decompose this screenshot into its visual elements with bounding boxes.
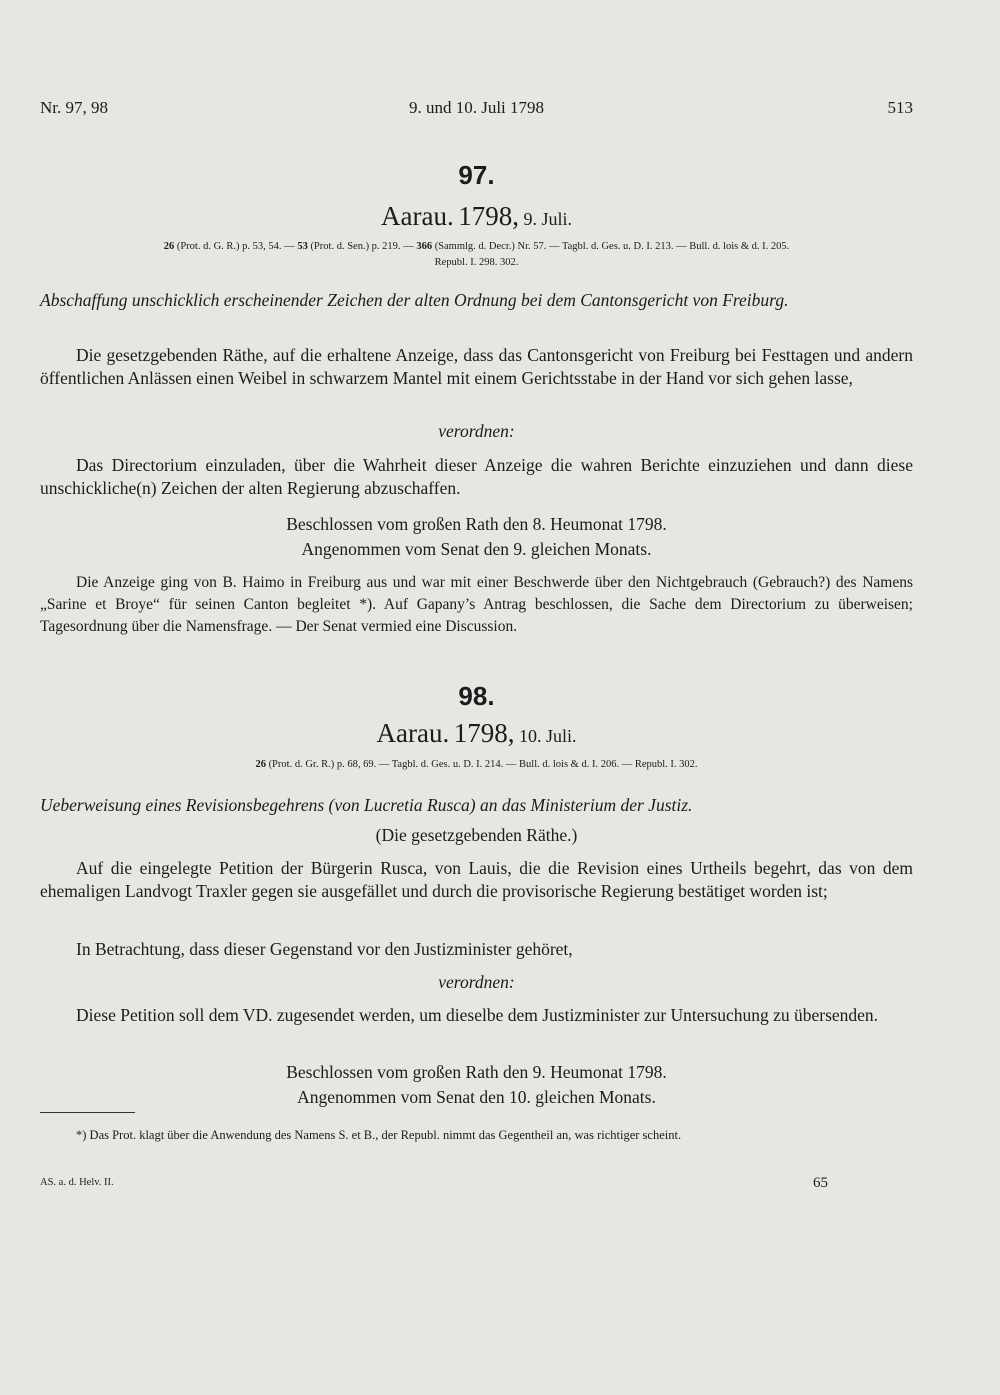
- doc98-place-date: [40, 718, 913, 749]
- doc97-place-date: [40, 201, 913, 232]
- doc98-angenommen: Angenommen vom Senat den 10. gleichen Monats.: [297, 1087, 656, 1107]
- doc98-number: 98.: [458, 681, 495, 711]
- doc98-paragraph-2: In Betrachtung, dass dieser Gegenstand vor den Justizminister gehöret,: [76, 939, 573, 959]
- doc97-beschlossen: Beschlossen vom großen Rath den 8. Heumonat 1798.: [286, 514, 667, 534]
- sheet-number: 65: [813, 1175, 828, 1191]
- doc97-ref-text-2: (Prot. d. Sen.) p. 219. —: [307, 241, 417, 252]
- doc98-title: Ueberweisung eines Revisionsbegehrens (von Lucretia Rusca) an das Ministerium der Justiz.: [40, 795, 693, 815]
- footnote: *) Das Prot. klagt über die Anwendung des Namens S. et B., der Republ. nimmt das Gegentheil an, was richtiger scheint.: [76, 1128, 682, 1142]
- doc98-paragraph-3: Diese Petition soll dem VD. zugesendet werden, um dieselbe dem Justizminister zur Untersuchung zu übersenden.: [76, 1005, 879, 1025]
- doc97-ref-text-3: (Sammlg. d. Decr.) Nr. 57. — Tagbl. d. Ges. u. D. I. 213. — Bull. d. lois & d. I. 205.: [432, 241, 790, 252]
- doc98-year: 1798,: [453, 718, 515, 748]
- doc97-ref-num-366: 366: [416, 241, 433, 252]
- doc97-ref-num-26: 26: [163, 241, 175, 252]
- document-page: [40, 0, 913, 1395]
- running-head-center: 9. und 10. Juli 1798: [408, 98, 545, 117]
- page-number: 513: [887, 98, 913, 117]
- doc98-issuer: (Die gesetzgebenden Räthe.): [375, 825, 578, 845]
- doc97-year: 1798,: [458, 201, 519, 231]
- doc98-paragraph-1: Auf die eingelegte Petition der Bürgerin Rusca, von Lauis, die die Revision eines Urtheils begehrt, das von dem ehemaligen Landvogt Traxler gegen sie ausgefället und durch die provisorische Regierung bestätiget worden ist;: [40, 858, 913, 901]
- doc97-ref-line-2: Republ. I. 298. 302.: [434, 257, 519, 268]
- doc97-paragraph-2: Das Directorium einzuladen, über die Wahrheit dieser Anzeige die wahren Berichte einzuziehen und dann diese unschickliche(n) Zeichen der alten Regierung abzuschaffen.: [40, 455, 913, 498]
- running-head-left: Nr. 97, 98: [40, 98, 108, 117]
- doc98-references: [40, 757, 913, 773]
- doc97-city: Aarau.: [381, 201, 454, 231]
- doc97-ref-num-53: 53: [297, 241, 308, 252]
- doc97-number: 97.: [458, 160, 495, 190]
- doc97-angenommen: Angenommen vom Senat den 9. gleichen Monats.: [301, 539, 652, 559]
- footnote-rule: [40, 1112, 135, 1113]
- sheet-signature: AS. a. d. Helv. II.: [40, 1177, 114, 1188]
- doc97-ref-text-1: (Prot. d. G. R.) p. 53, 54. —: [174, 241, 298, 252]
- doc98-verordnen: verordnen:: [438, 972, 515, 992]
- doc98-ref-num-26: 26: [255, 759, 266, 770]
- doc98-ref-text: (Prot. d. Gr. R.) p. 68, 69. — Tagbl. d. Ges. u. D. I. 214. — Bull. d. lois & d. I. 206. — Republ. I. 302.: [265, 759, 698, 770]
- doc98-date: 10. Juli.: [518, 726, 577, 746]
- doc98-city: Aarau.: [376, 718, 450, 748]
- running-head: [40, 98, 913, 122]
- doc97-verordnen: verordnen:: [438, 421, 515, 441]
- doc97-title: Abschaffung unschicklich erscheinender Zeichen der alten Ordnung bei dem Cantonsgericht von Freiburg.: [40, 290, 789, 310]
- doc97-date: 9. Juli.: [523, 209, 572, 229]
- doc97-references: [40, 239, 913, 271]
- doc97-paragraph-1: Die gesetzgebenden Räthe, auf die erhaltene Anzeige, dass das Cantonsgericht von Freiburg bei Festtagen und andern öffentlichen Anlässen einen Weibel in schwarzem Mantel mit einem Gerichtsstabe in der Hand vor sich gehen lasse,: [40, 345, 913, 388]
- doc97-note: Die Anzeige ging von B. Haimo in Freiburg aus und war mit einer Beschwerde über den Nichtgebrauch (Gebrauch?) des Namens „Sarine et Broye“ für seinen Canton begleitet *). Auf Gapany’s Antrag beschlossen, die Sache dem Directorium zu überweisen; Tagesordnung über die Namensfrage. — Der Senat vermied eine Discussion.: [40, 574, 913, 635]
- doc98-beschlossen: Beschlossen vom großen Rath den 9. Heumonat 1798.: [286, 1062, 667, 1082]
